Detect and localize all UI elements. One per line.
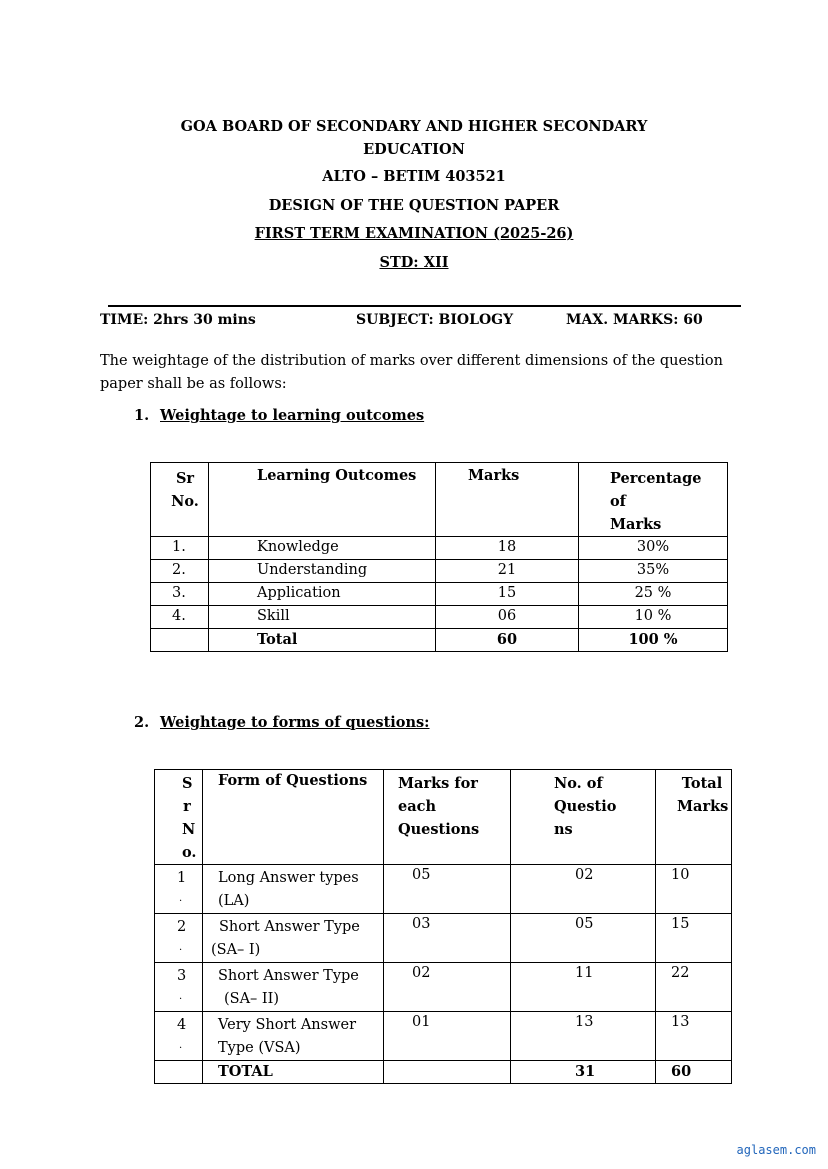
num-questions-value: 11 — [575, 965, 594, 981]
sr-value: 4. — [172, 608, 186, 624]
table-cell — [579, 583, 728, 606]
table-cell — [209, 629, 436, 652]
table-cell — [436, 629, 579, 652]
table-cell — [511, 1061, 656, 1084]
table-cell — [511, 914, 656, 963]
marks-header: Marks — [468, 467, 520, 484]
total-percent: 100 % — [628, 631, 678, 648]
num-questions-value: 02 — [575, 867, 594, 883]
header-divider — [108, 305, 741, 307]
sr-header-char: S — [182, 775, 193, 792]
table-cell — [209, 583, 436, 606]
marks-each-header-line: Questions — [398, 821, 480, 838]
sr-value-line: . — [179, 991, 183, 1002]
header-cell — [151, 463, 209, 537]
sr-value-line: 2 — [177, 919, 187, 935]
percentage-header-line: Percentage — [610, 470, 702, 487]
marks-value: 18 — [497, 539, 517, 555]
percent-value: 25 % — [634, 585, 672, 601]
table-cell — [151, 537, 209, 560]
marks-each-value: 03 — [412, 916, 431, 932]
table-cell — [579, 629, 728, 652]
table-cell — [155, 963, 203, 1012]
learning-outcomes-table — [150, 462, 728, 652]
total-marks-header-line: Marks — [677, 798, 729, 815]
table-cell — [579, 560, 728, 583]
sr-value-line: . — [179, 1040, 183, 1051]
table-row — [151, 560, 728, 583]
total-marks: 60 — [496, 631, 518, 648]
sr-value: 3. — [172, 585, 186, 601]
total-marks-value: 22 — [671, 965, 690, 981]
form-value-line: (SA– II) — [224, 991, 280, 1007]
table-cell — [203, 963, 384, 1012]
percent-value: 10 % — [634, 608, 672, 624]
table-cell — [511, 963, 656, 1012]
marks-value: 15 — [497, 585, 517, 601]
table-cell — [151, 606, 209, 629]
header-cell — [579, 463, 728, 537]
total-marks-value: 13 — [671, 1014, 690, 1030]
total-num-questions: 31 — [575, 1063, 596, 1080]
form-value-line: Short Answer Type — [219, 919, 360, 935]
sr-value — [177, 1014, 202, 1055]
total-marks-value: 15 — [671, 916, 690, 932]
table-cell — [656, 914, 732, 963]
table-cell — [436, 583, 579, 606]
std-title-text: STD: XII — [379, 254, 449, 271]
form-value — [211, 916, 383, 962]
total-marks-sum: 60 — [671, 1063, 692, 1080]
time-info: TIME: 2hrs 30 mins — [100, 312, 256, 328]
total-marks-header — [677, 772, 727, 818]
percentage-header-line: Marks — [610, 516, 662, 533]
section2-number: 2. — [134, 714, 150, 731]
table-cell — [579, 537, 728, 560]
table-cell — [209, 560, 436, 583]
table-header-row — [151, 463, 728, 537]
table-cell — [203, 1012, 384, 1061]
marks-each-header-line: Marks for — [398, 775, 478, 792]
form-value-line: Long Answer types — [218, 870, 359, 886]
subject-info: SUBJECT: BIOLOGY — [356, 312, 514, 328]
table-cell — [511, 865, 656, 914]
table-row — [155, 865, 732, 914]
paper-design-title: DESIGN OF THE QUESTION PAPER — [268, 197, 560, 214]
total-row — [155, 1061, 732, 1084]
total-row — [151, 629, 728, 652]
table-cell — [579, 606, 728, 629]
num-questions-header-line: No. of — [554, 775, 603, 792]
outcome-value: Skill — [257, 608, 290, 624]
board-address: ALTO – BETIM 403521 — [322, 168, 506, 185]
marks-each-value: 02 — [412, 965, 431, 981]
header-cell — [511, 770, 656, 865]
table-cell — [155, 1012, 203, 1061]
table-cell — [384, 865, 511, 914]
table-header-row — [155, 770, 732, 865]
sr-value-line: 3 — [177, 968, 187, 984]
percent-value: 30% — [636, 539, 670, 555]
table-cell — [656, 865, 732, 914]
sr-value: 1. — [172, 539, 186, 555]
table-row — [151, 606, 728, 629]
sr-value-line: 1 — [177, 870, 187, 886]
percentage-header-line: of — [610, 493, 626, 510]
table-row — [155, 1012, 732, 1061]
num-questions-value: 13 — [575, 1014, 594, 1030]
sr-no-header — [182, 772, 197, 864]
form-value-line: (SA– I) — [211, 942, 261, 958]
table-cell — [384, 963, 511, 1012]
header-cell — [203, 770, 384, 865]
form-value — [218, 1014, 383, 1060]
table-cell — [151, 583, 209, 606]
table-cell — [203, 865, 384, 914]
header-cell — [384, 770, 511, 865]
sr-header-char: r — [183, 798, 191, 815]
table-cell — [656, 1012, 732, 1061]
header-cell — [436, 463, 579, 537]
total-marks-value: 10 — [671, 867, 690, 883]
table-cell — [436, 606, 579, 629]
total-label: TOTAL — [218, 1063, 273, 1080]
table-cell — [436, 537, 579, 560]
marks-each-header-line: each — [398, 798, 436, 815]
sr-no-header: Sr No. — [171, 470, 199, 510]
total-marks-header-line: Total — [681, 775, 723, 792]
outcome-value: Understanding — [257, 562, 368, 578]
table-cell — [209, 606, 436, 629]
table-row — [155, 914, 732, 963]
sr-header-char: o. — [182, 844, 197, 861]
total-label: Total — [257, 631, 298, 648]
sr-value — [177, 965, 202, 1006]
outcome-value: Knowledge — [257, 539, 339, 555]
percentage-header — [610, 467, 727, 536]
board-name-line1: GOA BOARD OF SECONDARY AND HIGHER SECONDARY — [180, 118, 648, 135]
form-value — [218, 965, 383, 1011]
section2-title: Weightage to forms of questions: — [160, 714, 430, 731]
table-cell — [656, 963, 732, 1012]
board-name-line2: EDUCATION — [363, 141, 465, 158]
exam-title — [0, 225, 828, 242]
table-cell — [155, 1061, 203, 1084]
intro-paragraph: The weightage of the distribution of marks over different dimensions of the question paper shall be as follows: — [100, 353, 723, 392]
section1-number: 1. — [134, 407, 150, 424]
sr-value-line: 4 — [177, 1017, 187, 1033]
form-value-line: Type (VSA) — [218, 1040, 301, 1056]
table-cell — [511, 1012, 656, 1061]
std-title — [0, 254, 828, 271]
table-cell — [203, 914, 384, 963]
exam-title-text: FIRST TERM EXAMINATION (2025-26) — [254, 225, 574, 242]
marks-value: 21 — [497, 562, 517, 578]
max-marks-info: MAX. MARKS: 60 — [566, 312, 703, 328]
outcome-value: Application — [257, 585, 341, 601]
form-value-line: (LA) — [218, 893, 250, 909]
header-cell — [656, 770, 732, 865]
table-cell — [151, 560, 209, 583]
sr-value — [177, 916, 202, 957]
form-value — [218, 867, 383, 913]
table-cell — [656, 1061, 732, 1084]
table-cell — [384, 1061, 511, 1084]
num-questions-header-line: ns — [554, 821, 573, 838]
table-row — [155, 963, 732, 1012]
form-value-line: Very Short Answer — [218, 1017, 356, 1033]
table-cell — [155, 914, 203, 963]
table-cell — [155, 865, 203, 914]
sr-header-char: N — [182, 821, 196, 838]
num-questions-header-line: Questio — [554, 798, 617, 815]
table-cell — [384, 914, 511, 963]
num-questions-header — [554, 772, 655, 841]
sr-value-line: . — [179, 893, 183, 904]
sr-value: 2. — [172, 562, 186, 578]
header-cell — [155, 770, 203, 865]
percent-value: 35% — [636, 562, 670, 578]
table-cell — [436, 560, 579, 583]
form-of-questions-header: Form of Questions — [218, 772, 368, 789]
num-questions-value: 05 — [575, 916, 594, 932]
marks-value: 06 — [497, 608, 517, 624]
table-row — [151, 537, 728, 560]
table-row — [151, 583, 728, 606]
table-cell — [209, 537, 436, 560]
header-cell — [209, 463, 436, 537]
table-cell — [151, 629, 209, 652]
marks-each-value: 01 — [412, 1014, 431, 1030]
marks-each-header — [398, 772, 510, 841]
learning-outcomes-header: Learning Outcomes — [257, 467, 417, 484]
table-cell — [203, 1061, 384, 1084]
form-value-line: Short Answer Type — [218, 968, 359, 984]
section1-title: Weightage to learning outcomes — [160, 407, 425, 424]
sr-value-line: . — [179, 942, 183, 953]
sr-value — [177, 867, 202, 908]
watermark-footer: aglasem.com — [736, 1143, 816, 1157]
table-cell — [384, 1012, 511, 1061]
forms-of-questions-table — [154, 769, 732, 1084]
marks-each-value: 05 — [412, 867, 431, 883]
